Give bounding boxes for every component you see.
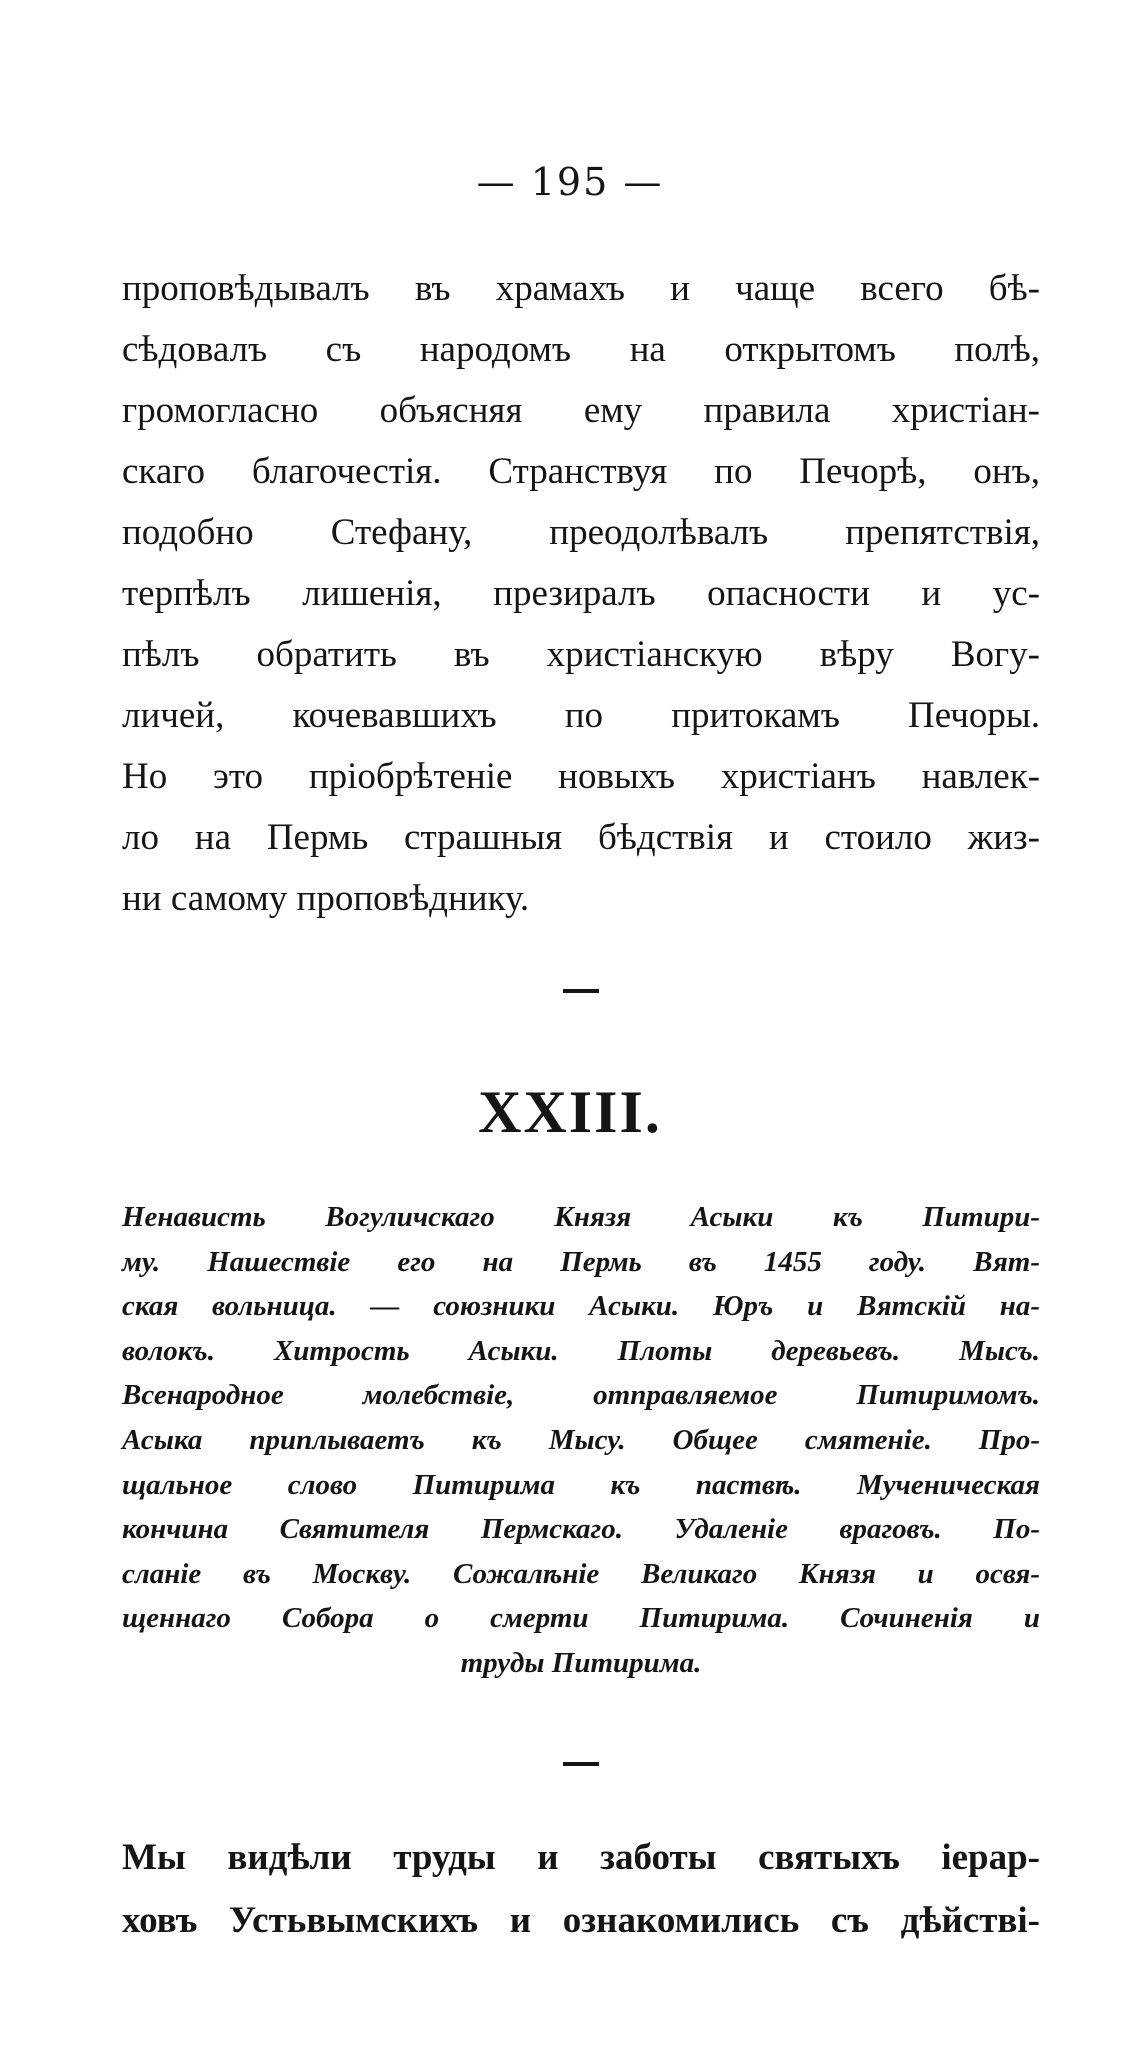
chapter-heading: XXIII.	[478, 1079, 662, 1145]
summary-line: Асыка приплываетъ къ Мысу. Общее смятеніе. Про-	[122, 1423, 1040, 1456]
summary-line: щальное слово Питирима къ паствѣ. Мученическая	[122, 1468, 1040, 1501]
text-line: подобно Стефану, преодолѣвалъ препятствія,	[122, 512, 1040, 553]
text-line: сѣдовалъ съ народомъ на открытомъ полѣ,	[122, 329, 1040, 370]
page-number: — 195 —	[476, 160, 664, 204]
summary-line: сланіе въ Москву. Сожалѣніе Великаго Князя и освя-	[122, 1557, 1040, 1590]
summary-line: волокъ. Хитрость Асыки. Плоты деревьевъ. Мысъ.	[122, 1334, 1040, 1367]
summary-line: ская вольница. — союзники Асыки. Юръ и Вятскій на-	[122, 1290, 1040, 1323]
text-line: проповѣдывалъ въ храмахъ и чаще всего бѣ-	[122, 268, 1040, 309]
text-line: Но это пріобрѣтеніе новыхъ христіанъ навлек-	[122, 756, 1040, 797]
paragraph-1	[122, 258, 1040, 929]
text-line: терпѣлъ лишенія, презиралъ опасности и ус-	[122, 573, 1040, 614]
section-divider	[563, 989, 599, 993]
text-line: скаго благочестія. Странствуя по Печорѣ, онъ,	[122, 451, 1040, 492]
text-line: личей, кочевавшихъ по притокамъ Печоры.	[122, 695, 1040, 736]
summary-line: щеннаго Собора о смерти Питирима. Сочиненія и	[122, 1602, 1040, 1635]
summary-line: Всенародное молебствіе, отправляемое Питиримомъ.	[122, 1379, 1040, 1412]
text-line: ни самому проповѣднику.	[122, 878, 530, 919]
chapter-summary	[122, 1195, 1040, 1686]
summary-line: труды Питирима.	[460, 1646, 702, 1679]
text-line: громогласно объясняя ему правила христіан-	[122, 390, 1040, 431]
summary-line: му. Нашествіе его на Пермь въ 1455 году. Вят-	[122, 1245, 1040, 1278]
text-line: Мы видѣли труды и заботы святыхъ іерар-	[122, 1837, 1040, 1878]
text-line: ховъ Устьвымскихъ и ознакомились съ дѣйстві-	[122, 1900, 1040, 1941]
paragraph-2	[122, 1826, 1040, 1952]
text-line: ло на Пермь страшныя бѣдствія и стоило жиз-	[122, 817, 1040, 858]
section-divider	[563, 1762, 599, 1766]
text-line: пѣлъ обратить въ христіанскую вѣру Вогу-	[122, 634, 1040, 675]
summary-line: кончина Святителя Пермскаго. Удаленіе враговъ. По-	[122, 1513, 1040, 1546]
summary-line: Ненависть Вогуличскаго Князя Асыки къ Питири-	[122, 1201, 1040, 1233]
